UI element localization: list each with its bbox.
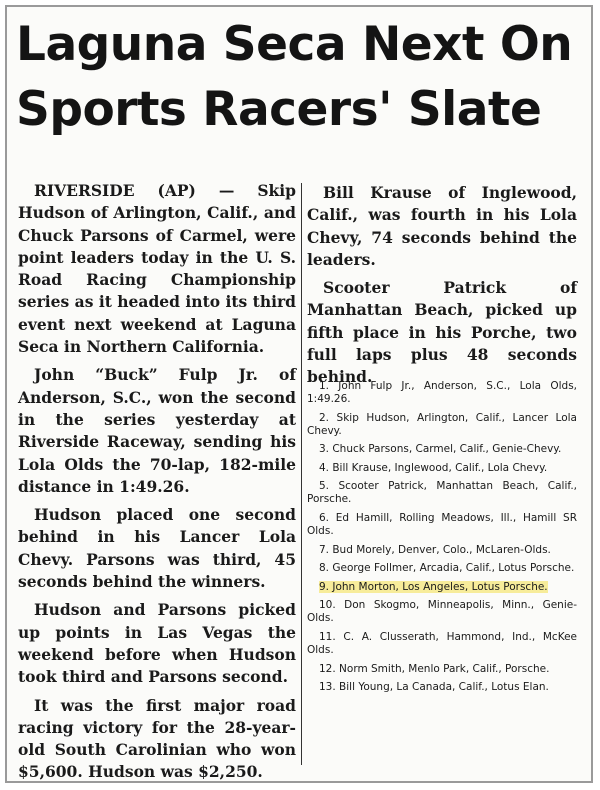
- result-item: [307, 681, 577, 694]
- result-text: 5. Scooter Patrick, Manhattan Beach, Calif., Porsche.: [307, 480, 577, 506]
- result-item-highlighted: [307, 581, 577, 594]
- result-text: 6. Ed Hamill, Rolling Meadows, Ill., Hamill SR Olds.: [307, 511, 577, 537]
- article-paragraph: Hudson placed one second behind in his Lancer Lola Chevy. Parsons was third, 45 seconds behind the winners.: [18, 505, 296, 592]
- result-item: [307, 512, 577, 538]
- result-text: 11. C. A. Clusserath, Hammond, Ind., McKee Olds.: [307, 630, 577, 656]
- result-text: 2. Skip Hudson, Arlington, Calif., Lancer Lola Chevy.: [307, 411, 577, 437]
- headline: Laguna Seca Next On Sports Racers' Slate: [16, 17, 573, 137]
- result-text: 13. Bill Young, La Canada, Calif., Lotus Elan.: [319, 681, 549, 694]
- result-item: [307, 663, 577, 676]
- article-paragraph: Hudson and Parsons picked up points in Las Vegas the weekend before when Hudson took third and Parsons second.: [18, 600, 296, 687]
- result-item: [307, 462, 577, 475]
- article-paragraph: Scooter Patrick of Manhattan Beach, picked up fifth place in his Porche, two full laps plus 48 seconds behind.: [307, 278, 577, 387]
- result-text: 3. Chuck Parsons, Carmel, Calif., Genie-Chevy.: [319, 443, 562, 456]
- result-item: [307, 544, 577, 557]
- result-text: 12. Norm Smith, Menlo Park, Calif., Porsche.: [319, 662, 550, 675]
- article-right-column: [307, 182, 577, 395]
- result-item: [307, 412, 577, 438]
- result-text: 7. Bud Morely, Denver, Colo., McLaren-Olds.: [319, 543, 551, 556]
- result-item: [307, 480, 577, 506]
- result-text: 1. John Fulp Jr., Anderson, S.C., Lola Olds, 1:49.26.: [307, 380, 577, 405]
- article-paragraph: Bill Krause of Inglewood, Calif., was fourth in his Lola Chevy, 74 seconds behind the leaders.: [307, 183, 577, 269]
- race-results-list: [307, 380, 577, 700]
- article-paragraph: It was the first major road racing victory for the 28-year-old South Carolinian who won $5,600. Hudson was $2,250.: [18, 695, 296, 782]
- result-text: 4. Bill Krause, Inglewood, Calif., Lola Chevy.: [319, 461, 548, 474]
- article-left-column: [18, 180, 296, 790]
- result-item: [307, 380, 577, 406]
- result-text: 10. Don Skogmo, Minneapolis, Minn., Genie-Olds.: [307, 599, 577, 625]
- article-paragraph: John “Buck” Fulp Jr. of Anderson, S.C., won the second in the series yesterday at Riverside Raceway, sending his Lola Olds the 70-lap, 182-mile distance in 1:49.26.: [18, 365, 296, 496]
- article-paragraph: RIVERSIDE (AP) — Skip Hudson of Arlington, Calif., and Chuck Parsons of Carmel, were point leaders today in the U. S. Road Racing Championship series as it headed into its third event next weekend at Laguna Seca in Northern California.: [18, 181, 296, 357]
- result-text-highlighted: 9. John Morton, Los Angeles, Lotus Porsche.: [319, 580, 548, 593]
- result-item: [307, 599, 577, 625]
- result-item: [307, 562, 577, 575]
- result-text: 8. George Follmer, Arcadia, Calif., Lotus Porsche.: [319, 562, 575, 575]
- column-divider: [301, 183, 302, 765]
- result-item: [307, 443, 577, 456]
- result-item: [307, 631, 577, 657]
